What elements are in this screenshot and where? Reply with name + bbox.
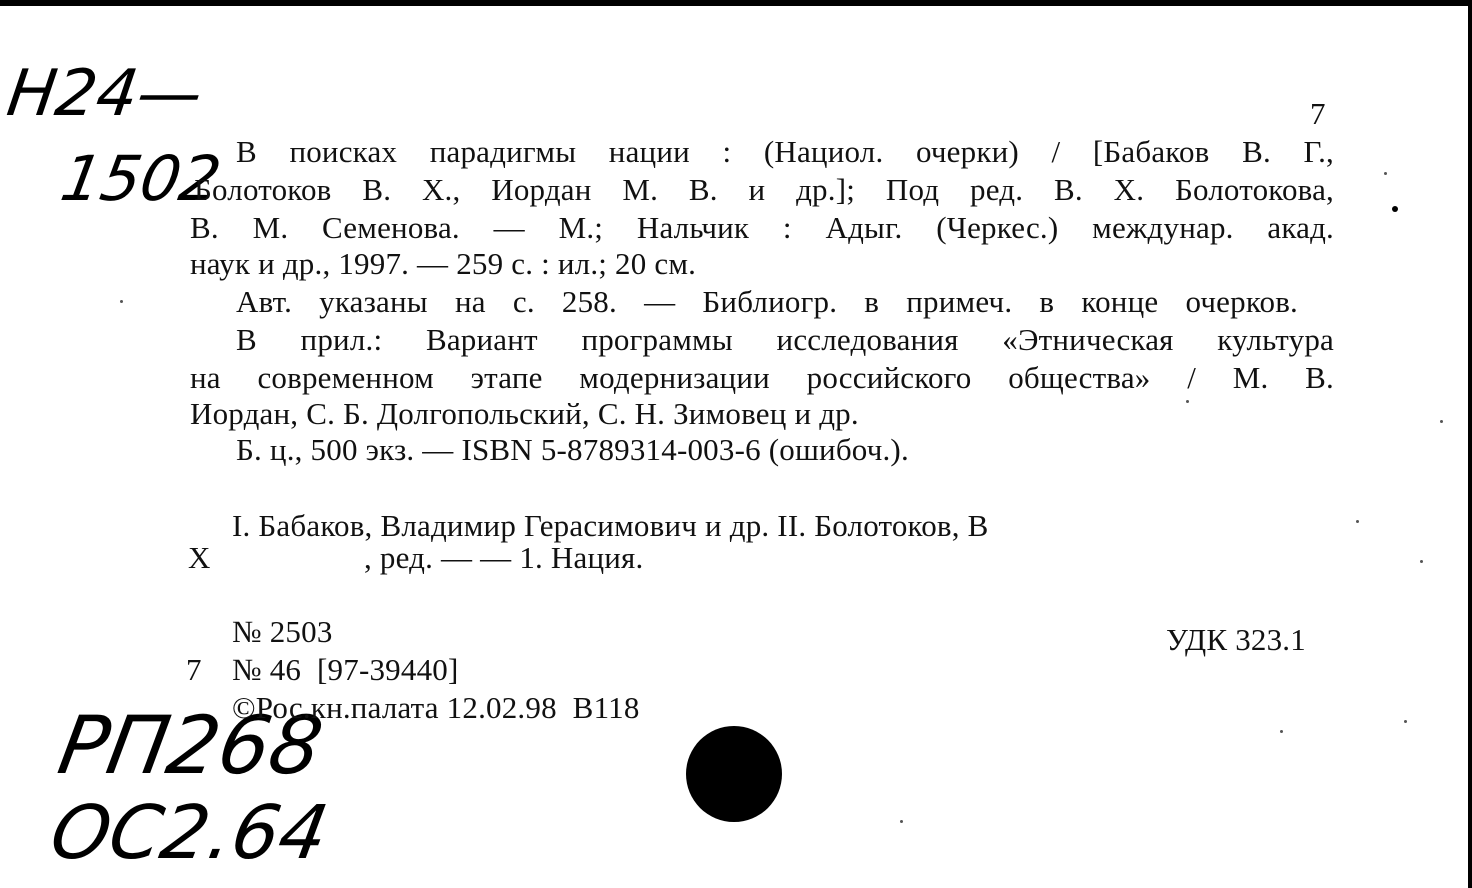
scan-speck xyxy=(1186,400,1189,403)
body-line-7: на современном этапе модернизации российского общества» / М. В. xyxy=(190,360,1334,395)
body-line-8: Иордан, С. Б. Долгопольский, С. Н. Зимовец и др. xyxy=(190,396,859,431)
card-top-edge xyxy=(0,0,1472,6)
scan-speck xyxy=(1384,172,1387,175)
punch-hole xyxy=(686,726,782,822)
udc-code: УДК 323.1 xyxy=(1166,622,1306,657)
body-line-4: наук и др., 1997. — 259 с. : ил.; 20 см. xyxy=(190,246,697,281)
scan-speck xyxy=(1440,420,1443,423)
handwritten-call-number-top-2: 1502 xyxy=(55,142,227,215)
body-line-5: Авт. указаны на с. 258. — Библиогр. в примеч. в конце очерков. xyxy=(236,284,1298,319)
handwritten-call-number-top-1: Н24— xyxy=(2,57,207,131)
registration-number: № 2503 xyxy=(232,614,333,649)
handwritten-call-number-bottom-2: ОС2.64 xyxy=(44,790,335,876)
tracing-line-1: I. Бабаков, Владимир Герасимович и др. II. Болотоков, В xyxy=(232,508,989,543)
handwritten-call-number-bottom-1: РП268 xyxy=(51,699,330,792)
page-number: 7 xyxy=(1310,96,1326,131)
scan-speck xyxy=(1356,520,1359,523)
body-line-9: Б. ц., 500 экз. — ISBN 5-8789314-003-6 (ошибоч.). xyxy=(236,432,909,467)
registration-record: № 46 [97-39440] xyxy=(232,652,459,687)
scan-speck xyxy=(1280,730,1283,733)
scan-speck xyxy=(900,820,903,823)
registration-prefix: 7 xyxy=(186,652,202,687)
scan-speck xyxy=(1420,560,1423,563)
body-line-3: В. М. Семенова. — М.; Нальчик : Адыг. (Черкес.) междунар. акад. xyxy=(190,210,1334,245)
scan-speck xyxy=(120,300,123,303)
body-line-2: Болотоков В. Х., Иордан М. В. и др.]; Под ред. В. Х. Болотокова, xyxy=(194,172,1334,207)
tracing-line-2: , ред. — — 1. Нация. xyxy=(364,540,644,575)
tracing-line-2-prefix: Х xyxy=(188,540,211,575)
card-right-edge xyxy=(1468,0,1472,888)
publisher-stamp: ©Рос.кн.палата 12.02.98 В118 xyxy=(232,690,640,725)
scan-speck xyxy=(1404,720,1407,723)
body-line-1: В поисках парадигмы нации : (Нациол. очерки) / [Бабаков В. Г., xyxy=(236,134,1334,169)
scan-speck xyxy=(1392,206,1398,212)
body-line-6: В прил.: Вариант программы исследования «Этническая культура xyxy=(236,322,1334,357)
